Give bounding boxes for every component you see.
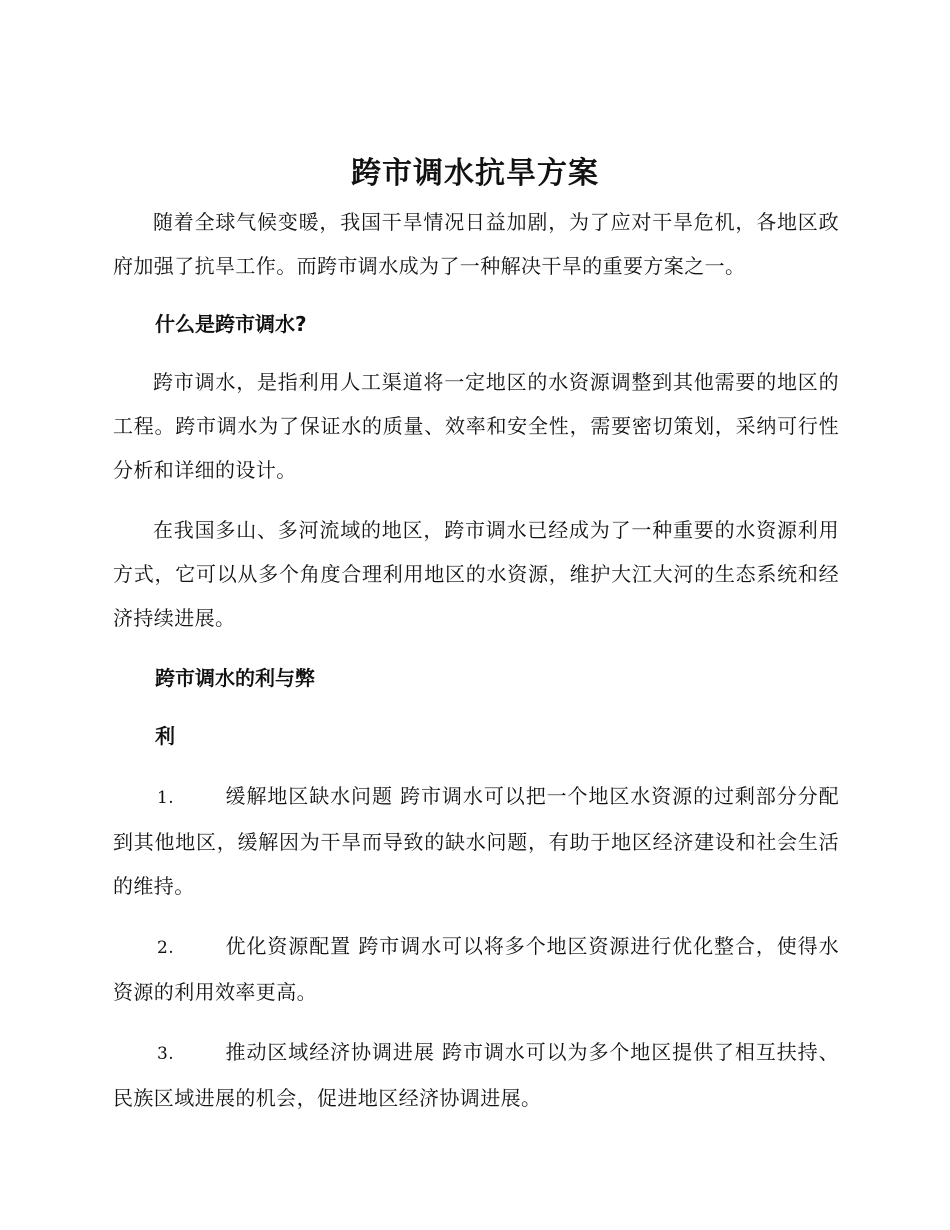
spacer (113, 908, 839, 924)
document-body (113, 200, 839, 1120)
usage-paragraph: 在我国多山、多河流域的地区，跨市调水已经成为了一种重要的水资源利用方式，它可以从多个角度合理利用地区的水资源，维护大江大河的生态系统和经济持续进展。 (113, 518, 839, 630)
list-item (113, 924, 839, 1014)
spacer (113, 700, 839, 714)
list-item (113, 1030, 839, 1120)
list-item-text: 优化资源配置 跨市调水可以将多个地区资源进行优化整合，使得水资源的利用效率更高。 (113, 934, 839, 1004)
section-heading-pros-cons: 跨市调水的利与弊 (155, 666, 315, 690)
intro-paragraph: 随着全球气候变暖，我国干旱情况日益加剧，为了应对干旱危机，各地区政府加强了抗旱工作。而跨市调水成为了一种解决干旱的重要方案之一。 (113, 210, 839, 278)
subheading-pros: 利 (155, 724, 175, 748)
list-item (113, 774, 839, 908)
definition-paragraph: 跨市调水，是指利用人工渠道将一定地区的水资源调整到其他需要的地区的工程。跨市调水为了保证水的质量、效率和安全性，需要密切策划，采纳可行性分析和详细的设计。 (113, 370, 839, 482)
list-item-number: 3. (157, 1044, 175, 1064)
spacer (113, 640, 839, 656)
list-item-number: 2. (157, 938, 175, 958)
spacer (113, 492, 839, 508)
spacer (113, 758, 839, 774)
list-item-number: 1. (157, 788, 175, 808)
spacer (113, 1014, 839, 1030)
section-heading-what-is: 什么是跨市调水? (155, 312, 307, 336)
spacer (113, 288, 839, 302)
document-title: 跨市调水抗旱方案 (351, 156, 599, 191)
spacer (113, 346, 839, 360)
list-item-text: 推动区域经济协调进展 跨市调水可以为多个地区提供了相互扶持、民族区域进展的机会，促进地区经济协调进展。 (113, 1040, 839, 1110)
list-item-text: 缓解地区缺水问题 跨市调水可以把一个地区水资源的过剩部分分配到其他地区，缓解因为干旱而导致的缺水问题，有助于地区经济建设和社会生活的维持。 (113, 784, 839, 898)
